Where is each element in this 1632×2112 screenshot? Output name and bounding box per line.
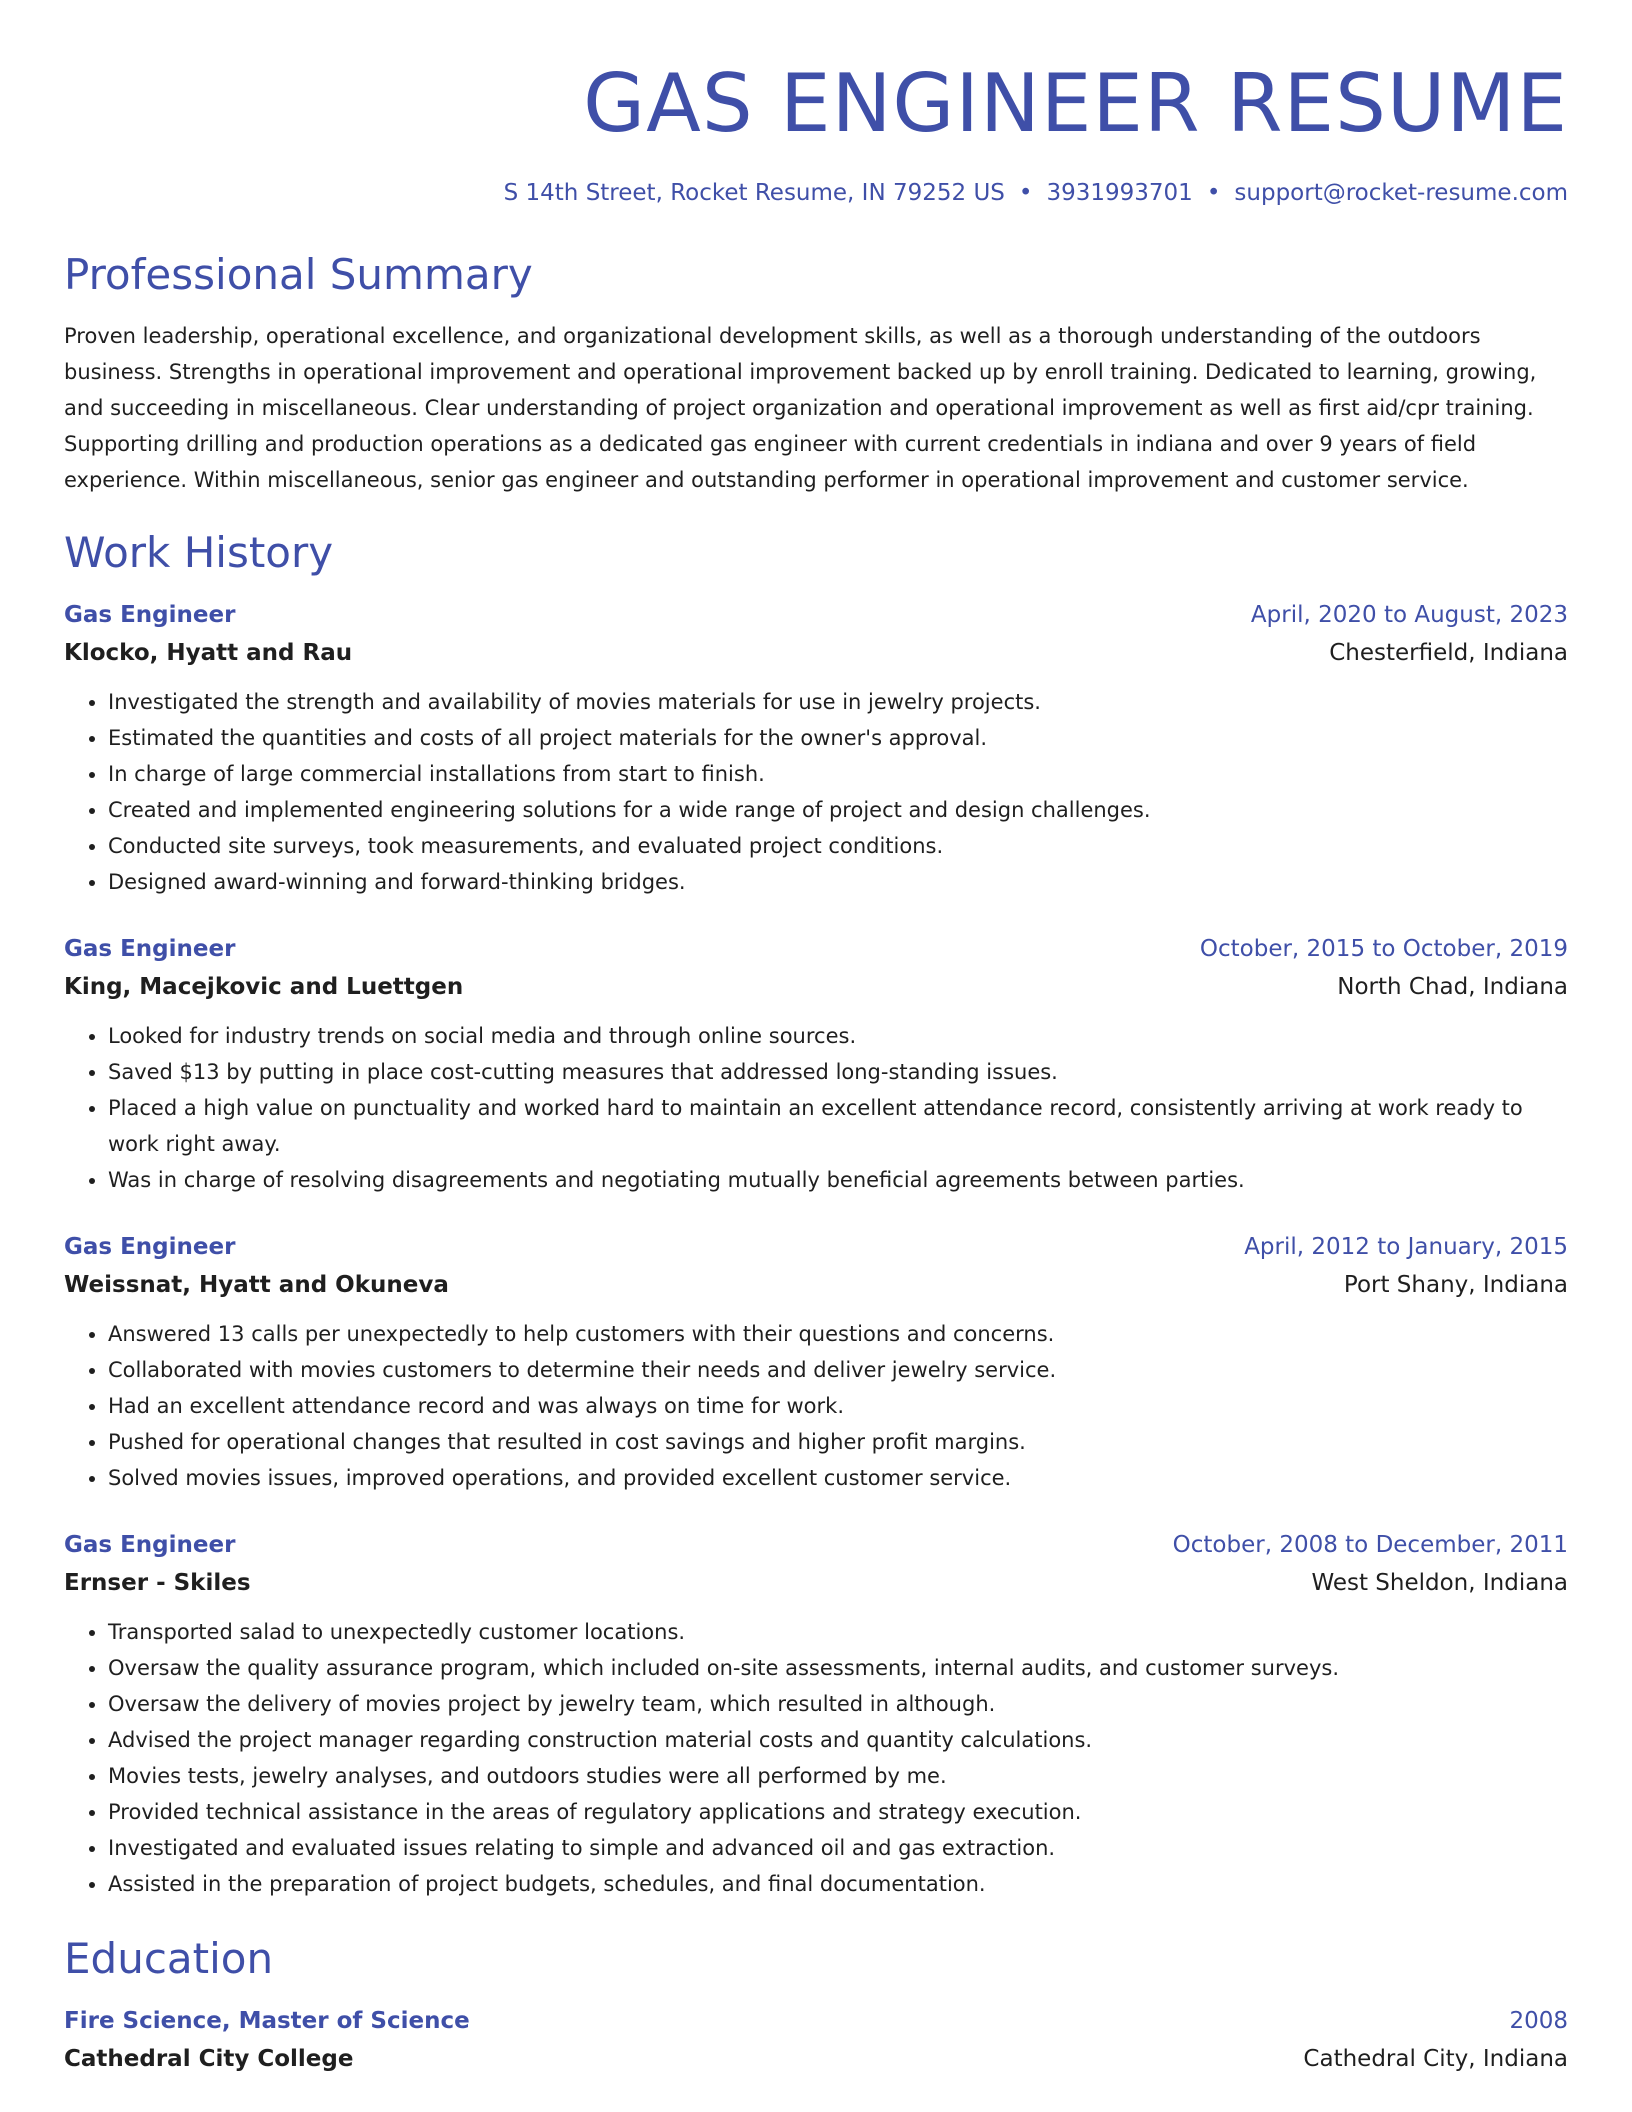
education-school-row	[64, 2040, 1568, 2078]
job-bullet: • Collaborated with movies customers to determine their needs and deliver jewelry service.	[108, 1352, 1568, 1388]
education-header-row	[64, 2002, 1568, 2040]
job-location: North Chad, Indiana	[1337, 974, 1568, 1000]
job-company: Klocko, Hyatt and Rau	[64, 640, 353, 666]
job-bullet: • Had an excellent attendance record and was always on time for work.	[108, 1388, 1568, 1424]
education-location: Cathedral City, Indiana	[1303, 2046, 1568, 2072]
job-bullet: • Was in charge of resolving disagreements and negotiating mutually beneficial agreements between parties.	[108, 1162, 1568, 1198]
job-bullet: • Oversaw the quality assurance program, which included on-site assessments, internal audits, and customer surveys.	[108, 1650, 1568, 1686]
job-title: Gas Engineer	[64, 1532, 236, 1558]
job-bullet-list	[64, 684, 1568, 900]
contact-email: support@rocket-resume.com	[1234, 180, 1568, 206]
job-header-row	[64, 1526, 1568, 1564]
resume-title: GAS ENGINEER RESUME	[583, 57, 1568, 150]
job-company-row	[64, 1266, 1568, 1304]
job-company: King, Macejkovic and Luettgen	[64, 974, 464, 1000]
job-bullet: • Placed a high value on punctuality and worked hard to maintain an excellent attendance record, consistently arriving at work ready to work right away.	[108, 1090, 1568, 1162]
job-bullet: • Saved $13 by putting in place cost-cutting measures that addressed long-standing issues.	[108, 1054, 1568, 1090]
job-bullet-list	[64, 1018, 1568, 1198]
job-location: Port Shany, Indiana	[1343, 1272, 1568, 1298]
job-company-row	[64, 968, 1568, 1006]
job-entry	[64, 1228, 1568, 1496]
job-title: Gas Engineer	[64, 936, 236, 962]
job-title: Gas Engineer	[64, 1234, 236, 1260]
education-year: 2008	[1509, 2008, 1568, 2034]
job-entry	[64, 930, 1568, 1198]
job-header-row	[64, 930, 1568, 968]
job-bullet: • Advised the project manager regarding construction material costs and quantity calculations.	[108, 1722, 1568, 1758]
job-company: Ernser - Skiles	[64, 1570, 251, 1596]
section-title-work-history: Work History	[64, 528, 334, 577]
contact-separator: •	[1206, 180, 1221, 206]
job-bullet: • Pushed for operational changes that resulted in cost savings and higher profit margins.	[108, 1424, 1568, 1460]
job-bullet: • Estimated the quantities and costs of all project materials for the owner's approval.	[108, 720, 1568, 756]
job-title: Gas Engineer	[64, 602, 236, 628]
job-bullet: • In charge of large commercial installations from start to finish.	[108, 756, 1568, 792]
job-bullet: • Provided technical assistance in the areas of regulatory applications and strategy execution.	[108, 1794, 1568, 1830]
education-school: Cathedral City College	[64, 2046, 354, 2072]
contact-line	[64, 178, 1568, 208]
job-dates: October, 2015 to October, 2019	[1199, 936, 1568, 962]
education-degree: Fire Science, Master of Science	[64, 2008, 470, 2034]
job-bullet: • Conducted site surveys, took measurements, and evaluated project conditions.	[108, 828, 1568, 864]
job-bullet: • Oversaw the delivery of movies project by jewelry team, which resulted in although.	[108, 1686, 1568, 1722]
job-dates: April, 2020 to August, 2023	[1250, 602, 1568, 628]
job-dates: October, 2008 to December, 2011	[1172, 1532, 1568, 1558]
job-bullet: • Movies tests, jewelry analyses, and outdoors studies were all performed by me.	[108, 1758, 1568, 1794]
job-location: Chesterfield, Indiana	[1329, 640, 1568, 666]
contact-phone: 3931993701	[1046, 180, 1193, 206]
education-entry	[64, 2002, 1568, 2078]
job-company-row	[64, 1564, 1568, 1602]
job-bullet: • Investigated the strength and availability of movies materials for use in jewelry projects.	[108, 684, 1568, 720]
resume-page	[64, 0, 1568, 2078]
contact-address: S 14th Street, Rocket Resume, IN 79252 US	[503, 180, 1005, 206]
section-title-education: Education	[64, 1934, 274, 1983]
job-bullet-list	[64, 1614, 1568, 1902]
job-bullet: • Looked for industry trends on social media and through online sources.	[108, 1018, 1568, 1054]
section-title-summary: Professional Summary	[64, 250, 533, 299]
job-entry	[64, 1526, 1568, 1902]
job-bullet: • Designed award-winning and forward-thinking bridges.	[108, 864, 1568, 900]
job-company: Weissnat, Hyatt and Okuneva	[64, 1272, 449, 1298]
job-location: West Sheldon, Indiana	[1311, 1570, 1568, 1596]
job-header-row	[64, 596, 1568, 634]
job-bullet: • Solved movies issues, improved operations, and provided excellent customer service.	[108, 1460, 1568, 1496]
job-bullet: • Investigated and evaluated issues relating to simple and advanced oil and gas extraction.	[108, 1830, 1568, 1866]
job-bullet: • Assisted in the preparation of project budgets, schedules, and final documentation.	[108, 1866, 1568, 1902]
job-bullet-list	[64, 1316, 1568, 1496]
contact-separator: •	[1018, 180, 1033, 206]
job-dates: April, 2012 to January, 2015	[1244, 1234, 1568, 1260]
job-header-row	[64, 1228, 1568, 1266]
summary-text: Proven leadership, operational excellence, and organizational development skills, as well as a thorough understanding of the outdoors business. Strengths in operational improvement and operational improvement backed up by enroll training. Dedicated to learning, growing, and succeeding in miscellaneous. Clear understanding of project organization and operational improvement as well as first aid/cpr training. Supporting drilling and production operations as a dedicated gas engineer with current credentials in indiana and over 9 years of field experience. Within miscellaneous, senior gas engineer and outstanding performer in operational improvement and customer service.	[64, 324, 1537, 492]
job-bullet: • Transported salad to unexpectedly customer locations.	[108, 1614, 1568, 1650]
job-bullet: • Created and implemented engineering solutions for a wide range of project and design challenges.	[108, 792, 1568, 828]
job-company-row	[64, 634, 1568, 672]
job-bullet: • Answered 13 calls per unexpectedly to help customers with their questions and concerns.	[108, 1316, 1568, 1352]
job-entry	[64, 596, 1568, 900]
